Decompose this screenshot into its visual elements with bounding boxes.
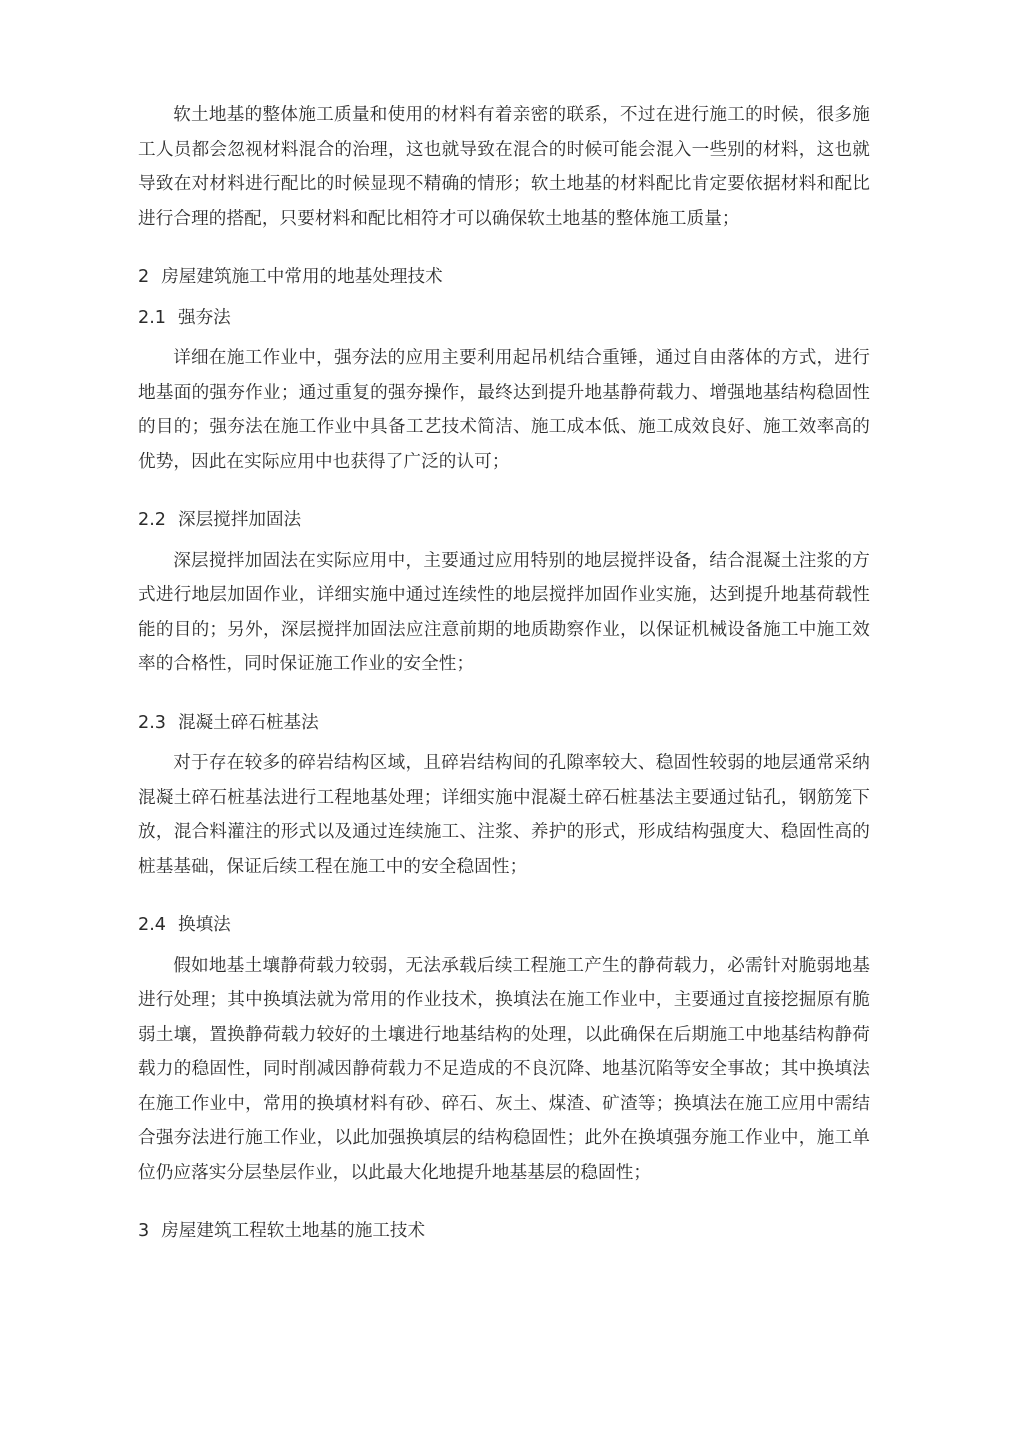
section-number: 2.3 xyxy=(138,712,166,733)
document-body xyxy=(138,98,870,1249)
paragraph-dynamic-compaction: 详细在施工作业中，强夯法的应用主要利用起吊机结合重锤，通过自由落体的方式，进行地基面的强夯作业；通过重复的强夯操作，最终达到提升地基静荷载力、增强地基结构稳固性的目的；强夯法在施工作业中具备工艺技术简洁、施工成本低、施工成效良好、施工效率高的优势，因此在实际应用中也获得了广泛的认可； xyxy=(138,348,870,472)
paragraph-material-mixing: 软土地基的整体施工质量和使用的材料有着亲密的联系，不过在进行施工的时候，很多施工人员都会忽视材料混合的治理，这也就导致在混合的时候可能会混入一些别的材料，这也就导致在对材料进行配比的时候显现不精确的情形；软土地基的材料配比肯定要依据材料和配比进行合理的搭配，只要材料和配比相符才可以确保软土地基的整体施工质量； xyxy=(138,105,870,229)
section-number: 2.1 xyxy=(138,307,166,328)
heading-section-3 xyxy=(138,1214,870,1249)
section-number: 2.4 xyxy=(138,915,166,935)
section-number: 3 xyxy=(138,1221,150,1241)
section-number: 2 xyxy=(138,267,150,287)
heading-section-2-1 xyxy=(138,301,870,336)
section-title: 混凝土碎石桩基法 xyxy=(177,712,319,733)
section-title: 房屋建筑工程软土地基的施工技术 xyxy=(161,1221,426,1241)
section-title: 深层搅拌加固法 xyxy=(177,510,302,530)
section-title: 换填法 xyxy=(177,915,231,935)
section-title: 房屋建筑施工中常用的地基处理技术 xyxy=(161,267,443,287)
paragraph-replacement: 假如地基土壤静荷载力较弱，无法承载后续工程施工产生的静荷载力，必需针对脆弱地基进行处理；其中换填法就为常用的作业技术，换填法在施工作业中，主要通过直接挖掘原有脆弱土壤，置换静荷载力较好的土壤进行地基结构的处理，以此确保在后期施工中地基结构静荷载力的稳固性，同时削减因静荷载力不足造成的不良沉降、地基沉陷等安全事故；其中换填法在施工作业中，常用的换填材料有砂、碎石、灰土、煤渣、矿渣等；换填法在施工应用中需结合强夯法进行施工作业，以此加强换填层的结构稳固性；此外在换填强夯施工作业中，施工单位仍应落实分层垫层作业，以此最大化地提升地基基层的稳固性； xyxy=(138,955,870,1183)
heading-section-2-2 xyxy=(138,503,870,538)
paragraph-deep-mixing: 深层搅拌加固法在实际应用中，主要通过应用特别的地层搅拌设备，结合混凝土注浆的方式进行地层加固作业，详细实施中通过连续性的地层搅拌加固作业实施，达到提升地基荷载性能的目的；另外，深层搅拌加固法应注意前期的地质勘察作业，以保证机械设备施工中施工效率的合格性，同时保证施工作业的安全性； xyxy=(138,550,870,674)
section-number: 2.2 xyxy=(138,510,166,530)
heading-section-2 xyxy=(138,260,870,295)
paragraph-gravel-pile: 对于存在较多的碎岩结构区域，且碎岩结构间的孔隙率较大、稳固性较弱的地层通常采纳混凝土碎石桩基法进行工程地基处理；详细实施中混凝土碎石桩基法主要通过钻孔，钢筋笼下放，混合料灌注的形式以及通过连续施工、注浆、养护的形式，形成结构强度大、稳固性高的桩基基础，保证后续工程在施工中的安全稳固性； xyxy=(138,753,870,877)
section-title: 强夯法 xyxy=(177,307,231,328)
heading-section-2-4 xyxy=(138,908,870,943)
heading-section-2-3 xyxy=(138,706,870,741)
